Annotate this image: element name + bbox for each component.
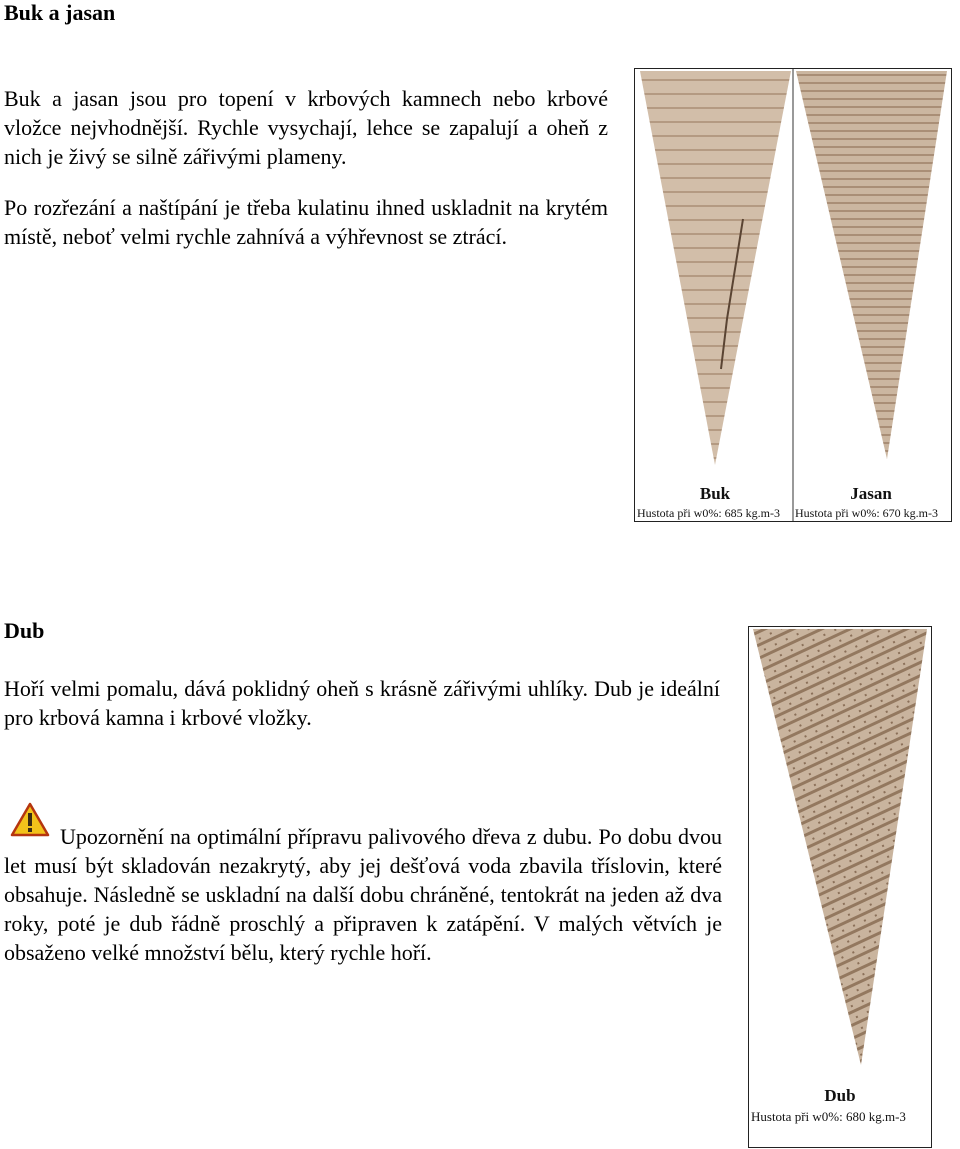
buk-jasan-wood-illustration xyxy=(635,69,951,521)
dub-warning-block xyxy=(4,802,722,967)
section-title-buk-jasan: Buk a jasan xyxy=(4,0,116,25)
buk-jasan-wood-figure xyxy=(634,68,952,522)
dub-wood-figure xyxy=(748,626,932,1148)
buk-jasan-intro-paragraph: Buk a jasan jsou pro topení v krbových kamnech nebo krbové vložce nejvhodnější. Rychle vysychají, lehce se zapalují a oheň z nich je živý se silně zářivými plameny. xyxy=(4,86,608,169)
dub-density-label: Hustota při w0%: 680 kg.m-3 xyxy=(751,1109,906,1124)
dub-figure-label: Dub xyxy=(824,1086,856,1105)
buk-jasan-storage-paragraph: Po rozřezání a naštípání je třeba kulatinu ihned uskladnit na krytém místě, neboť velmi rychle zahnívá a výhřevnost se ztrácí. xyxy=(4,195,608,249)
dub-intro-paragraph: Hoří velmi pomalu, dává poklidný oheň s krásně zářivými uhlíky. Dub je ideální pro krbová kamna i krbové vložky. xyxy=(4,676,720,730)
section-title-dub: Dub xyxy=(4,618,45,643)
dub-wood-illustration xyxy=(749,627,931,1147)
buk-figure-label: Buk xyxy=(699,484,731,503)
jasan-wood-sample xyxy=(796,71,947,459)
dub-wood-sample xyxy=(753,629,927,1065)
warning-triangle-icon xyxy=(10,802,50,838)
buk-density-label: Hustota při w0%: 685 kg.m-3 xyxy=(637,506,780,520)
jasan-figure-label: Jasan xyxy=(850,484,892,503)
dub-warning-paragraph: Upozornění na optimální přípravu palivového dřeva z dubu. Po dobu dvou let musí být skladován nezakrytý, aby jej dešťová voda zbavila tříslovin, které obsahuje. Následně se uskladní na další dobu chráněné, tentokrát na jeden až dva roky, poté je dub řádně proschlý a připraven k zatápění. V malých větvích je obsaženo velké množství bělu, který rychle hoří. xyxy=(4,824,722,965)
jasan-density-label: Hustota při w0%: 670 kg.m-3 xyxy=(795,506,938,520)
buk-wood-sample xyxy=(640,71,791,465)
